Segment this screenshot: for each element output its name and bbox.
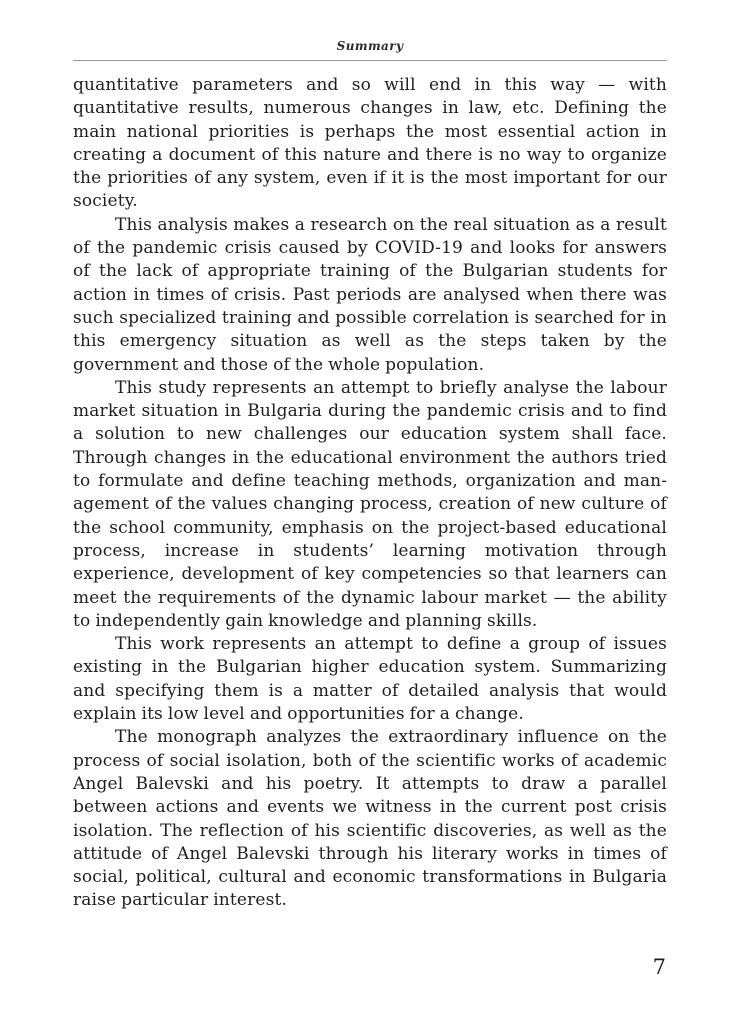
paragraph-monograph: The monograph analyzes the extraordinary influence on the process of social isolation, both of the scientific works of academic Angel Balevski and his poetry. It attempts to draw a parallel between actions and events we witness in the current post crisis isolation. The reflection of his scientific discoveries, as well as the attitude of Angel Balevski through his literary works in times of social, political, cultural and economic transformations in Bulgaria raise particular interest. [73, 727, 667, 911]
paragraph-covid-analysis: This analysis makes a research on the real situation as a result of the pandemic crisis caused by COVID-19 and looks for answers of the lack of appropriate training of the Bulgarian students for action in times of crisis. Past periods are analysed when there was such specialized training and possible correlation is searched for in this emergency situation as well as the steps taken by the government and those of the whole population. [73, 214, 667, 375]
body-text [73, 74, 667, 913]
paragraph-higher-education: This work represents an attempt to define a group of issues existing in the Bulgarian higher education system. Summarizing and specifying them is a matter of detailed analysis that would explain its low level and opportunities for a change. [73, 634, 667, 725]
page-number: 7 [652, 955, 666, 979]
paragraph-continuation: quantitative parameters and so will end in this way — with quantitative results, numerous changes in law, etc. Defining the main national priorities is perhaps the most essential action in creating a document of this nature and there is no way to organize the priorities of any system, even if it is the most important for our society. [73, 75, 667, 212]
running-head: Summary [336, 39, 404, 53]
header-rule [73, 60, 667, 61]
paragraph-labour-market: This study represents an attempt to briefly analyse the labour market situation in Bulgaria during the pandemic crisis and to find a solution to new challenges our education system shall face. Through changes in the educational environment the authors tried to formulate and define teaching methods, organization and management of the values changing process, creation of new culture of the school community, emphasis on the project-based educational process, increase in students’ learning motivation through experience, development of key competencies so that learners can meet the requirements of the dynamic labour market — the ability to independently gain knowledge and planning skills. [73, 377, 667, 631]
